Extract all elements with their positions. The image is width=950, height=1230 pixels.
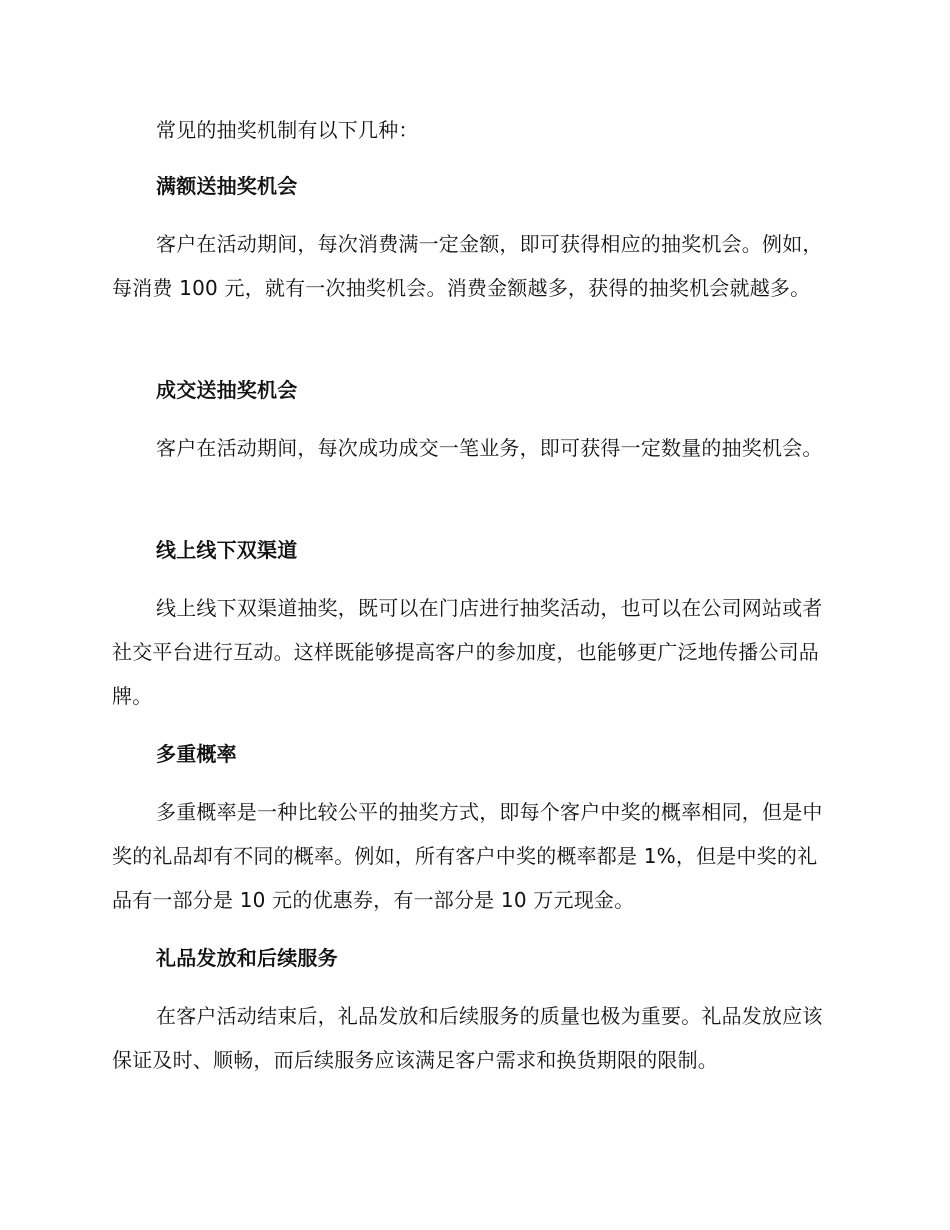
section-heading-multi-probability: 多重概率 [156,742,237,766]
section-heading-deal: 成交送抽奖机会 [156,378,298,402]
section-body-full-amount: 客户在活动期间，每次消费满一定金额，即可获得相应的抽奖机会。例如，每消费 100 元，就有一次抽奖机会。消费金额越多，获得的抽奖机会就越多。 [112,232,823,300]
intro-paragraph: 常见的抽奖机制有以下几种： [156,118,419,142]
section-body-gift-service: 在客户活动结束后，礼品发放和后续服务的质量也极为重要。礼品发放应该保证及时、顺畅，而后续服务应该满足客户需求和换货期限的限制。 [112,1004,823,1072]
section-body-multi-probability: 多重概率是一种比较公平的抽奖方式，即每个客户中奖的概率相同，但是中奖的礼品却有不同的概率。例如，所有客户中奖的概率都是 1%，但是中奖的礼品有一部分是 10 元的优惠券，有一部分是 10 万元现金。 [112,800,823,912]
section-body-deal: 客户在活动期间，每次成功成交一笔业务，即可获得一定数量的抽奖机会。 [156,436,823,460]
section-body-dual-channel: 线上线下双渠道抽奖，既可以在门店进行抽奖活动，也可以在公司网站或者社交平台进行互动。这样既能够提高客户的参加度，也能够更广泛地传播公司品牌。 [112,596,823,708]
section-heading-gift-service: 礼品发放和后续服务 [156,946,338,970]
section-heading-full-amount: 满额送抽奖机会 [156,174,298,198]
section-heading-dual-channel: 线上线下双渠道 [156,538,298,562]
